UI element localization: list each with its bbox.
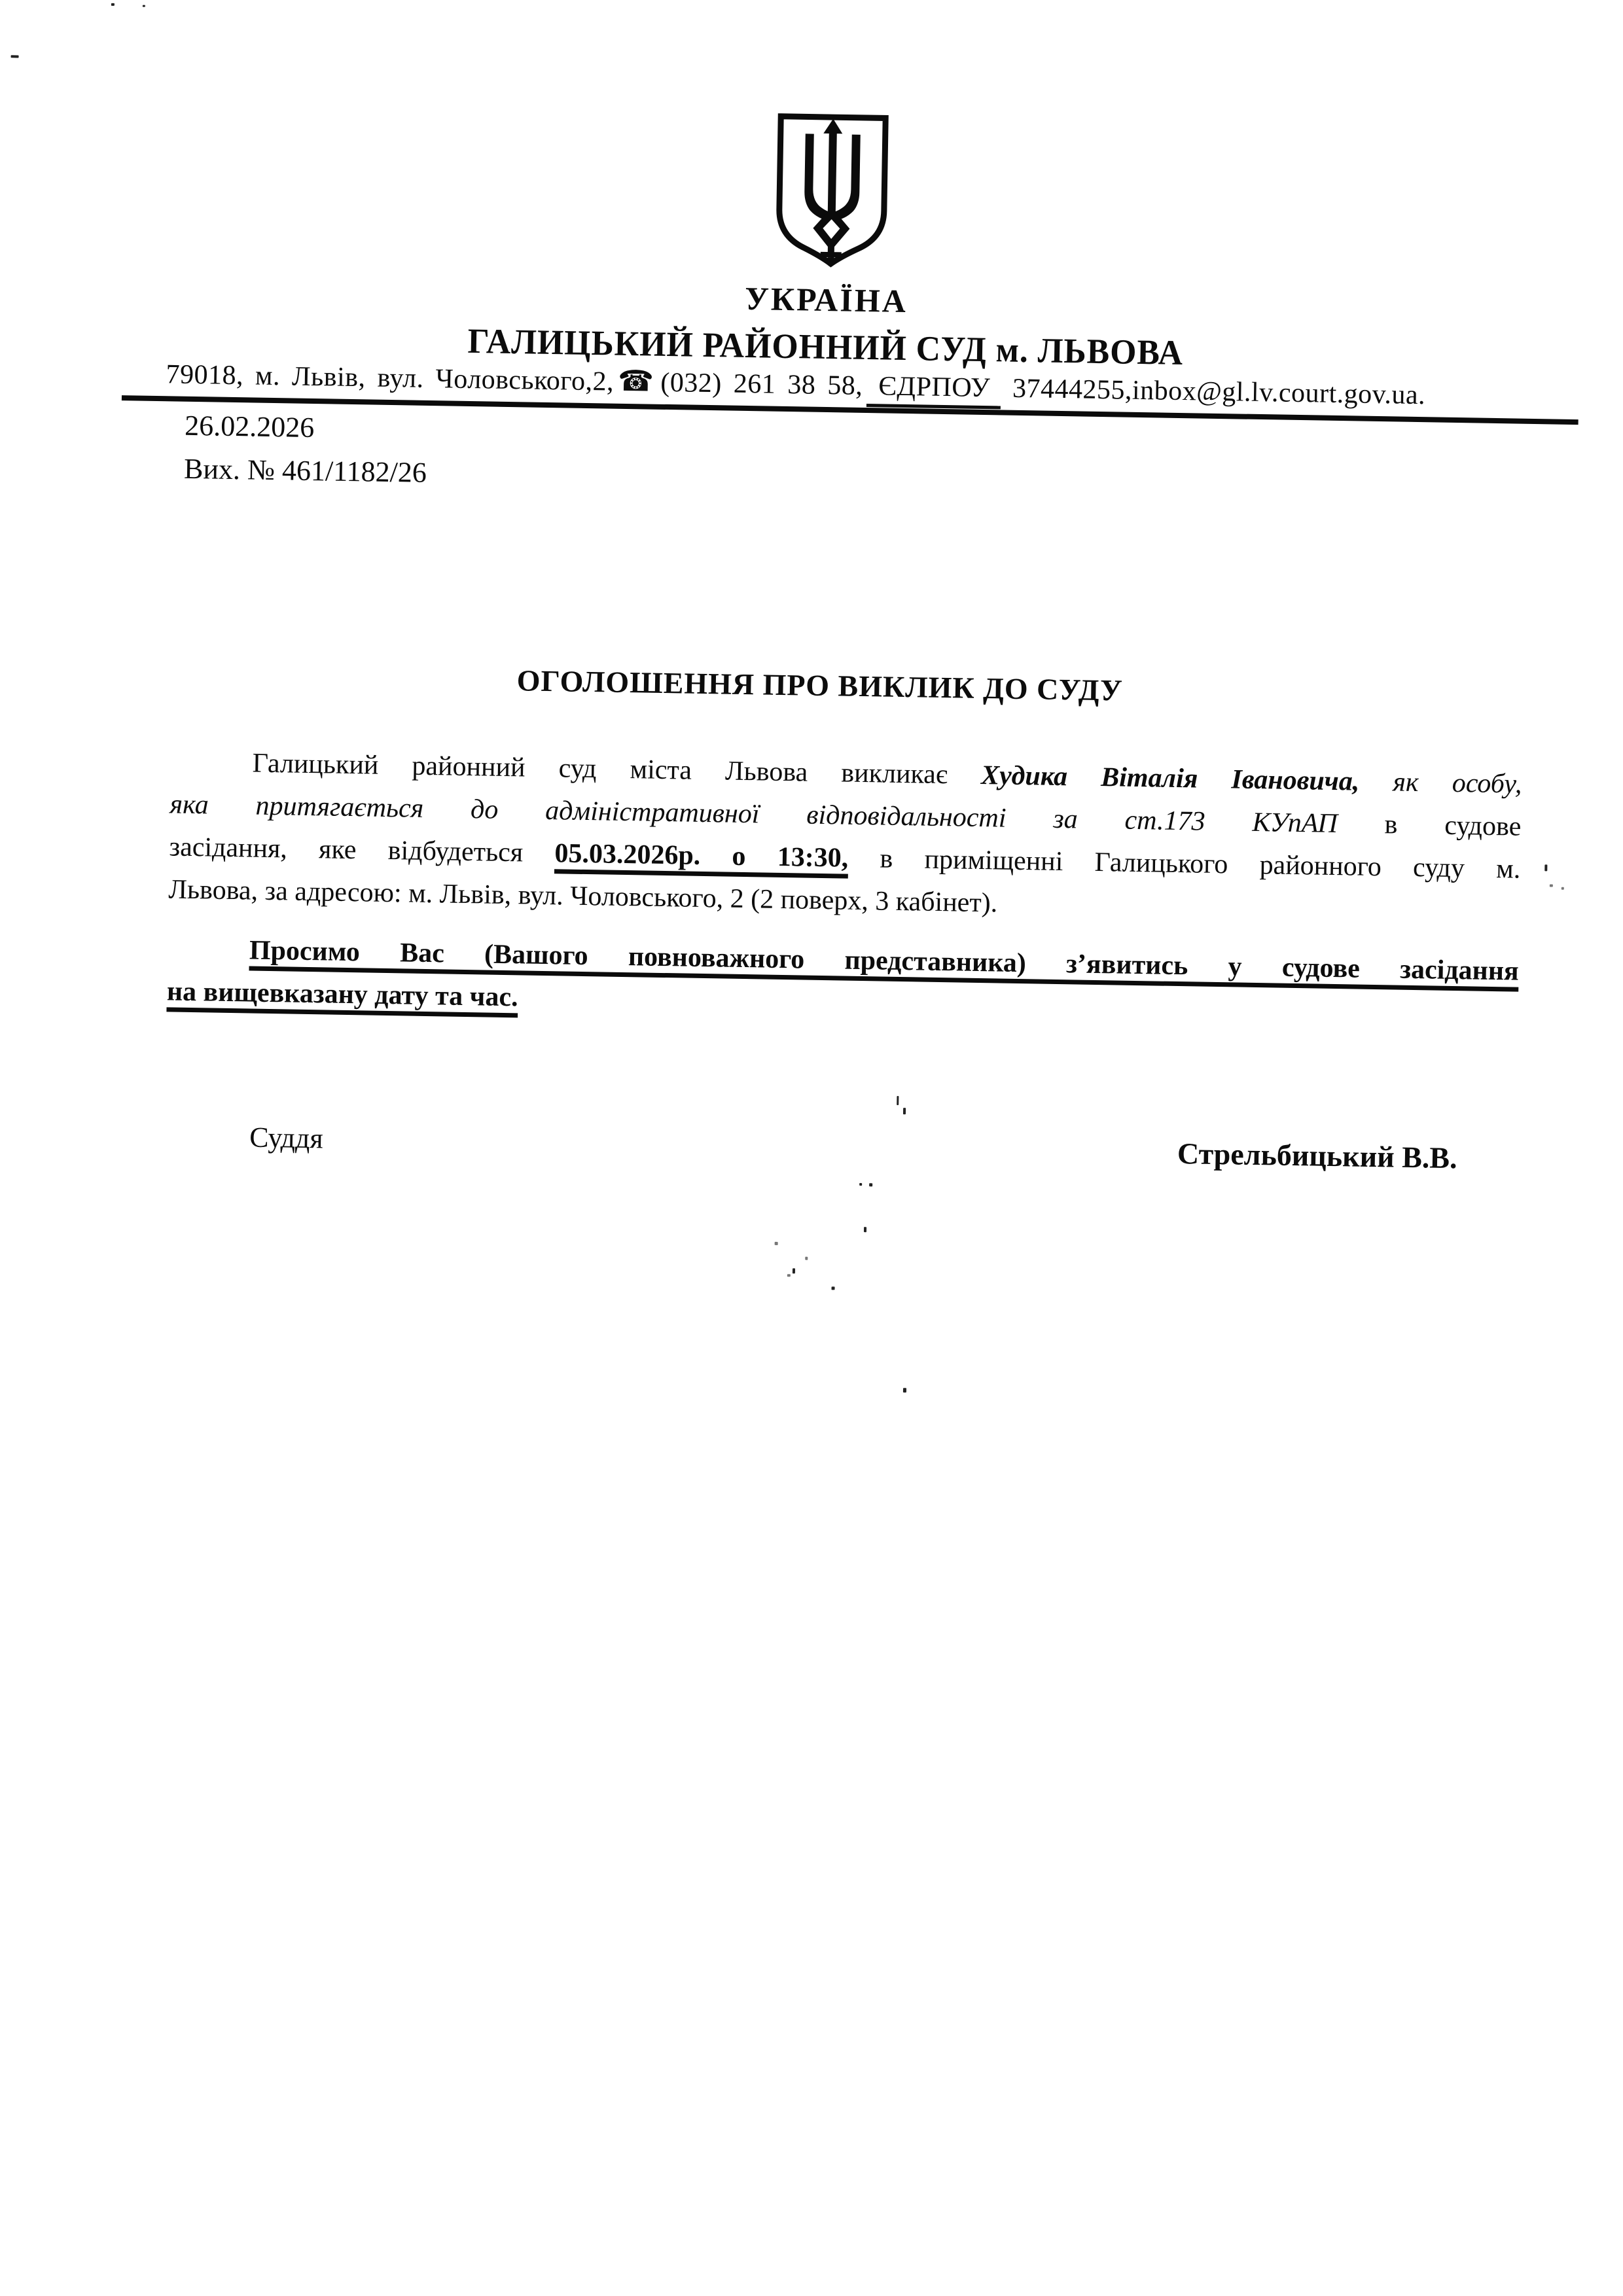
judge-name: Стрельбицький В.В.: [1177, 1137, 1458, 1175]
scan-speck: [775, 1242, 778, 1245]
document-date: 26.02.2026: [184, 409, 315, 444]
paragraph-line: яка притягається до адміністративної відповідальності за ст.173 КУпАП в судове: [169, 789, 1522, 842]
country-name: УКРАЇНА: [744, 279, 908, 320]
paragraph-line: засідання, яке відбудеться 05.03.2026р. о 13:30, в приміщенні Галицького районного суду м.: [169, 832, 1521, 885]
scan-speck: [859, 1183, 862, 1186]
judge-label: Суддя: [249, 1121, 324, 1155]
paragraph-line: Галицький районний суд міста Львова викликає Худика Віталія Івановича, як особу,: [252, 748, 1522, 800]
address-part1: 79018, м. Львів, вул. Чоловського,2,: [166, 359, 615, 397]
scan-speck: [897, 1096, 899, 1105]
paragraph-line: Львова, за адресою: м. Львів, вул. Чоловського, 2 (2 поверх, 3 кабінет).: [168, 874, 998, 919]
scan-speck: [864, 1227, 866, 1232]
edrpou-label-underlined: ЄДРПОУ: [866, 370, 1001, 409]
document-title: ОГОЛОШЕННЯ ПРО ВИКЛИК ДО СУДУ: [516, 663, 1124, 707]
scan-speck: [805, 1257, 808, 1260]
scan-speck: [787, 1274, 791, 1277]
scan-speck: [1544, 864, 1547, 871]
scan-speck: [1561, 887, 1564, 890]
scan-speck: [869, 1183, 872, 1186]
scan-speck: [903, 1108, 906, 1114]
edrpou-number-and-email: 37444255,inbox@gl.lv.court.gov.ua.: [1000, 373, 1426, 411]
scan-speck: [903, 1388, 906, 1392]
scan-speck: [143, 5, 145, 7]
summons-paragraph: [168, 741, 1522, 933]
phone-icon: ☎: [617, 364, 654, 398]
court-name: ГАЛИЦЬКИЙ РАЙОННИЙ СУД м. ЛЬВОВА: [467, 321, 1184, 373]
ukraine-trident-emblem-icon: [773, 111, 891, 270]
paragraph-line: Просимо Вас (Вашого повноважного представника) з’явитись у судове засідання: [249, 935, 1520, 987]
scan-speck: [831, 1286, 834, 1290]
phone-number: (032) 261 38 58,: [660, 367, 863, 401]
scan-speck: [111, 3, 115, 6]
hearing-datetime: 05.03.2026р. о 13:30,: [554, 838, 849, 874]
paragraph-line: на вищевказану дату та час.: [166, 976, 518, 1013]
summoned-person-name: Худика Віталія Івановича,: [980, 760, 1360, 797]
outgoing-number: Вих. № 461/1182/26: [183, 452, 427, 489]
request-paragraph: [166, 928, 1519, 1035]
scan-speck: [11, 55, 19, 58]
scan-speck: [1550, 884, 1553, 887]
scan-speck: [793, 1268, 795, 1273]
